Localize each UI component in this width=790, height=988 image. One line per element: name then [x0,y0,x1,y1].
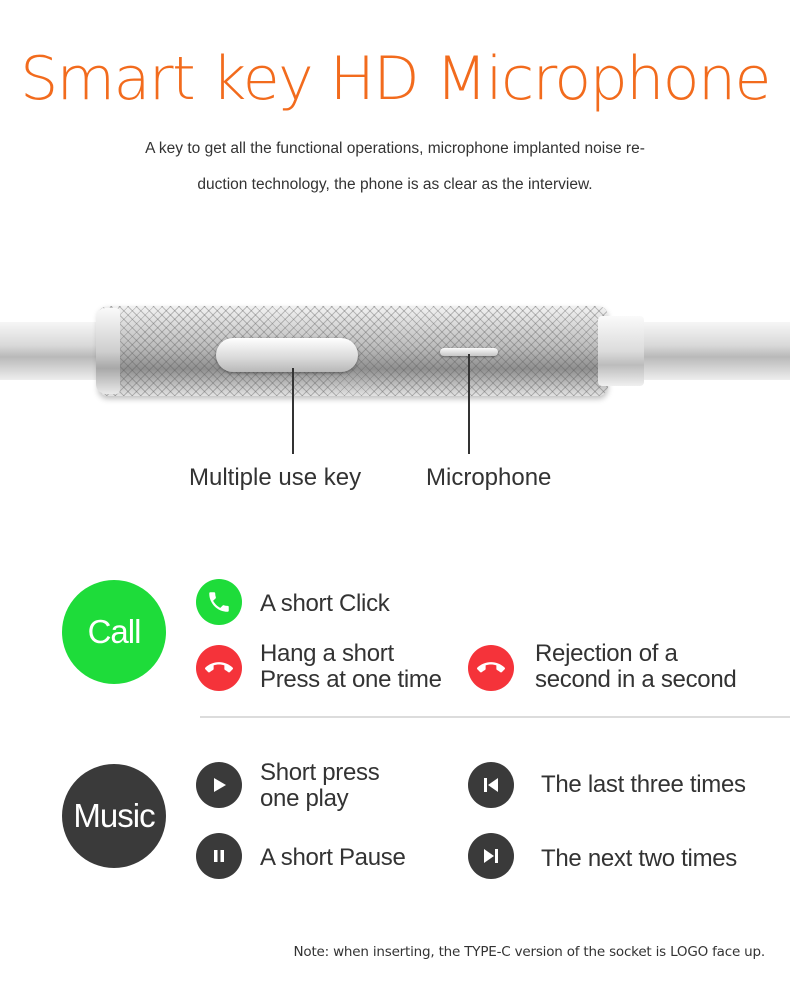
music-item-1-label [260,760,379,812]
callout-mic-label: Microphone [426,464,552,491]
music-item-3-label: A short Pause [260,844,406,871]
cable-left [0,322,110,380]
call-item-2-line-1: Hang a short [260,640,394,667]
music-item-1-line-1: Short press [260,759,380,786]
description-line-1: A key to get all the functional operations, microphone implanted noise re- [145,140,645,157]
call-item-3-label [535,641,736,693]
description-line-2: duction technology, the phone is as clear as the interview. [197,176,593,193]
remote-cap-right [598,316,644,386]
call-item-3-line-1: Rejection of a [535,640,678,667]
call-heading: Call [62,580,166,684]
call-item-3-line-2: second in a second [535,666,737,693]
callout-key-label: Multiple use key [189,464,362,491]
music-item-1-line-2: one play [260,785,349,812]
previous-track-icon [468,762,514,808]
phone-answer-icon [196,579,242,625]
play-icon [196,762,242,808]
next-track-icon [468,833,514,879]
page-title: Smart key HD Microphone [20,44,770,114]
phone-hangup-icon [196,645,242,691]
remote-control-illustration [0,290,790,410]
music-item-2-label: The last three times [541,771,746,798]
remote-cap-left [96,308,120,394]
section-divider [200,716,790,718]
phone-reject-icon [468,645,514,691]
call-item-2-label [260,641,442,693]
call-item-2-line-2: Press at one time [260,666,442,693]
cable-right [640,322,790,380]
multiple-use-key [216,338,358,372]
key-leader-line [292,368,294,454]
mic-leader-line [468,354,470,454]
footer-note: Note: when inserting, the TYPE-C version of the socket is LOGO face up. [293,944,765,960]
music-heading: Music [62,764,166,868]
call-item-1-label: A short Click [260,590,390,617]
music-item-4-label: The next two times [541,845,738,872]
pause-icon [196,833,242,879]
